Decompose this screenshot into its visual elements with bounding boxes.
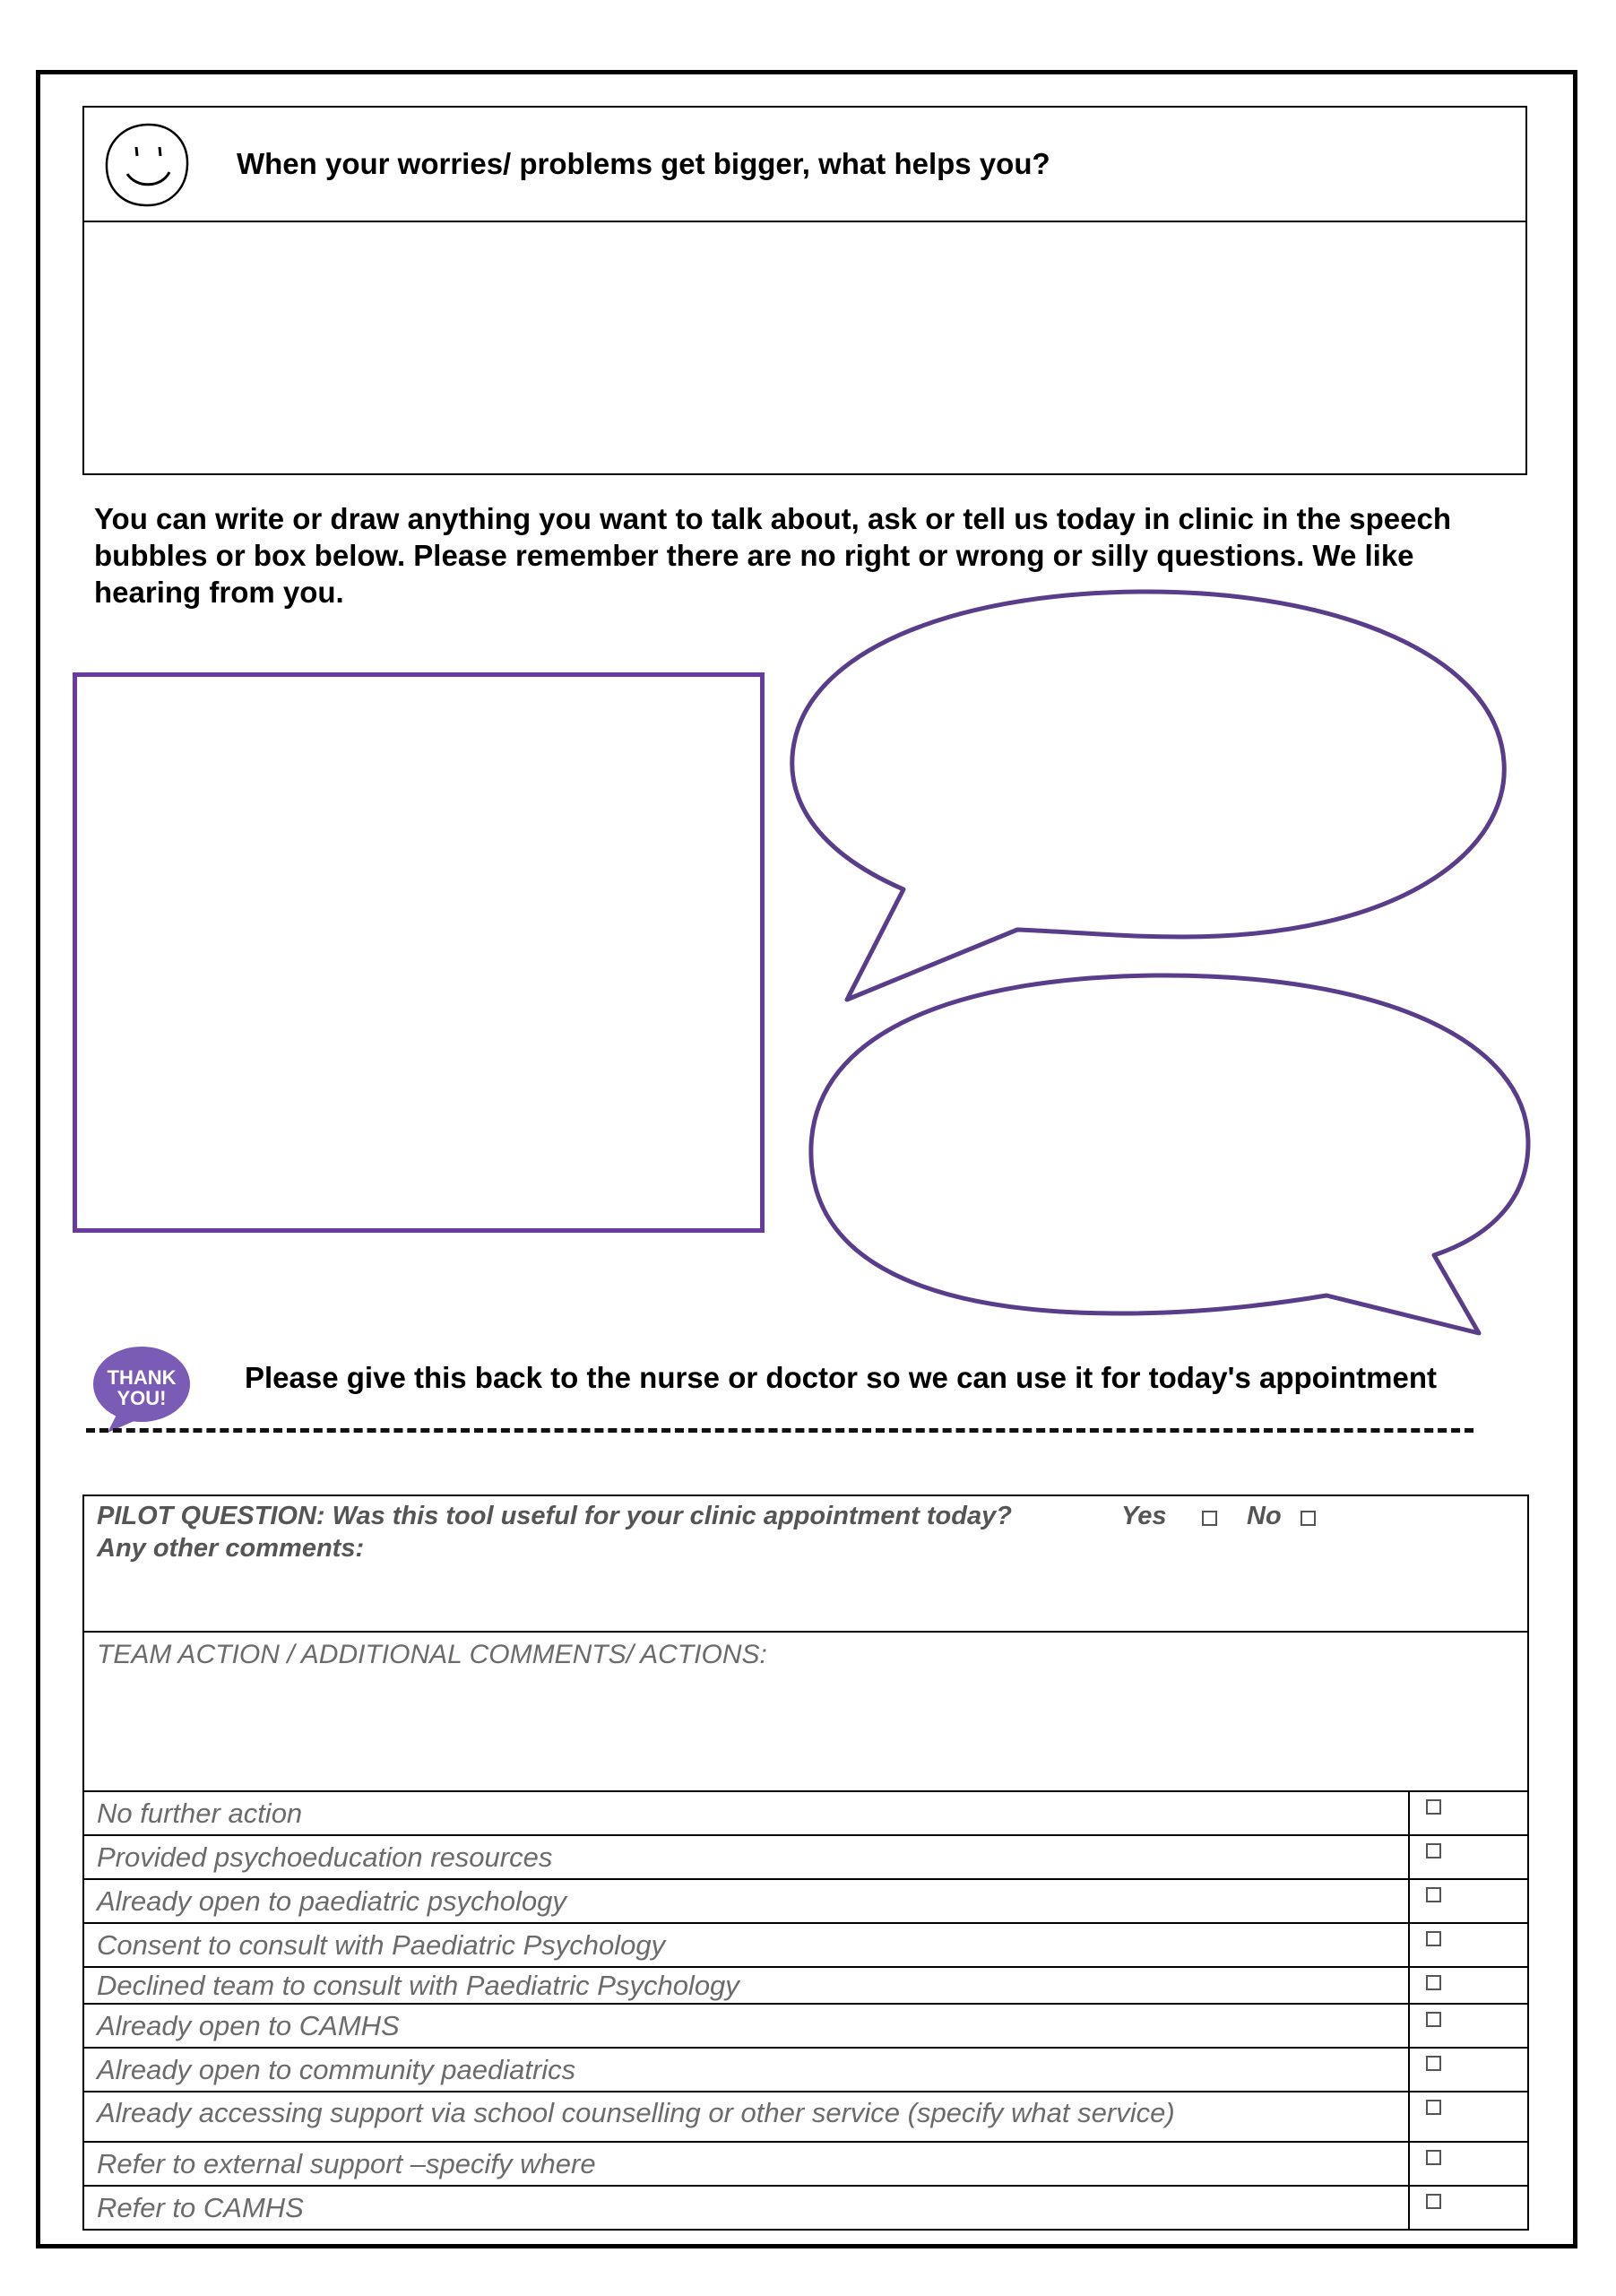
action-label: Provided psychoeducation resources [84,1836,1410,1878]
no-checkbox[interactable] [1301,1511,1316,1526]
worries-question: When your worries/ problems get bigger, what helps you? [237,147,1050,180]
no-label: No [1247,1502,1282,1530]
action-row [84,1792,1527,1836]
instructions-line: bubbles or box below. Please remember there are no right or wrong or silly questions. We like [94,539,1414,572]
badge-text-thank: THANK [107,1366,177,1389]
action-checkbox[interactable] [1426,2012,1441,2027]
action-checkbox[interactable] [1426,2100,1441,2115]
action-checkbox[interactable] [1426,1975,1441,1990]
instructions-line: hearing from you. [94,576,344,609]
action-label: Consent to consult with Paediatric Psychology [84,1924,1410,1966]
action-label: Refer to external support –specify where [84,2143,1410,2185]
action-checkbox[interactable] [1426,1799,1441,1815]
speech-bubble-bottom[interactable] [811,975,1528,1333]
thank-you-badge-icon [90,1345,193,1434]
action-row [84,1968,1527,2005]
action-checkbox[interactable] [1426,2194,1441,2209]
action-checkbox[interactable] [1426,1931,1441,1946]
worries-header [84,108,1525,222]
drawing-box[interactable] [73,672,765,1233]
action-row [84,1880,1527,1924]
action-checkbox[interactable] [1426,2150,1441,2165]
action-label: Already open to paediatric psychology [84,1880,1410,1922]
action-label: No further action [84,1792,1410,1834]
cut-line [86,1428,1473,1433]
action-checkbox[interactable] [1426,2056,1441,2071]
instructions-line: You can write or draw anything you want to talk about, ask or tell us today in clinic in the speech [94,502,1451,535]
worries-section [82,106,1527,475]
pilot-question-row [84,1496,1527,1633]
staff-section [82,1495,1529,2231]
action-row [84,2143,1527,2187]
speech-bubbles [780,583,1551,1345]
action-row [84,1836,1527,1880]
yes-checkbox[interactable] [1202,1511,1217,1526]
badge-text-you: YOU! [117,1387,167,1409]
action-label: Already open to community paediatrics [84,2049,1410,2091]
action-row [84,2187,1527,2229]
worries-answer-area[interactable] [84,222,1525,473]
action-checkbox[interactable] [1426,1843,1441,1858]
action-checkbox[interactable] [1426,1887,1441,1902]
yes-label: Yes [1121,1502,1167,1530]
give-back-message: Please give this back to the nurse or doctor so we can use it for today's appointment [245,1361,1437,1394]
action-label: Refer to CAMHS [84,2187,1410,2229]
pilot-question: PILOT QUESTION: Was this tool useful for your clinic appointment today? [97,1502,1012,1530]
action-row [84,2049,1527,2092]
team-action-area[interactable] [84,1633,1527,1792]
action-row [84,2005,1527,2049]
smiley-face-icon [102,120,192,210]
action-label: Already accessing support via school counselling or other service (specify what service) [84,2092,1410,2141]
speech-bubble-top[interactable] [792,592,1504,1000]
action-row [84,2092,1527,2143]
action-label: Declined team to consult with Paediatric Psychology [84,1968,1410,2003]
action-label: Already open to CAMHS [84,2005,1410,2047]
team-action-label: TEAM ACTION / ADDITIONAL COMMENTS/ ACTIONS: [97,1640,767,1669]
comments-label: Any other comments: [97,1534,365,1563]
action-row [84,1924,1527,1968]
